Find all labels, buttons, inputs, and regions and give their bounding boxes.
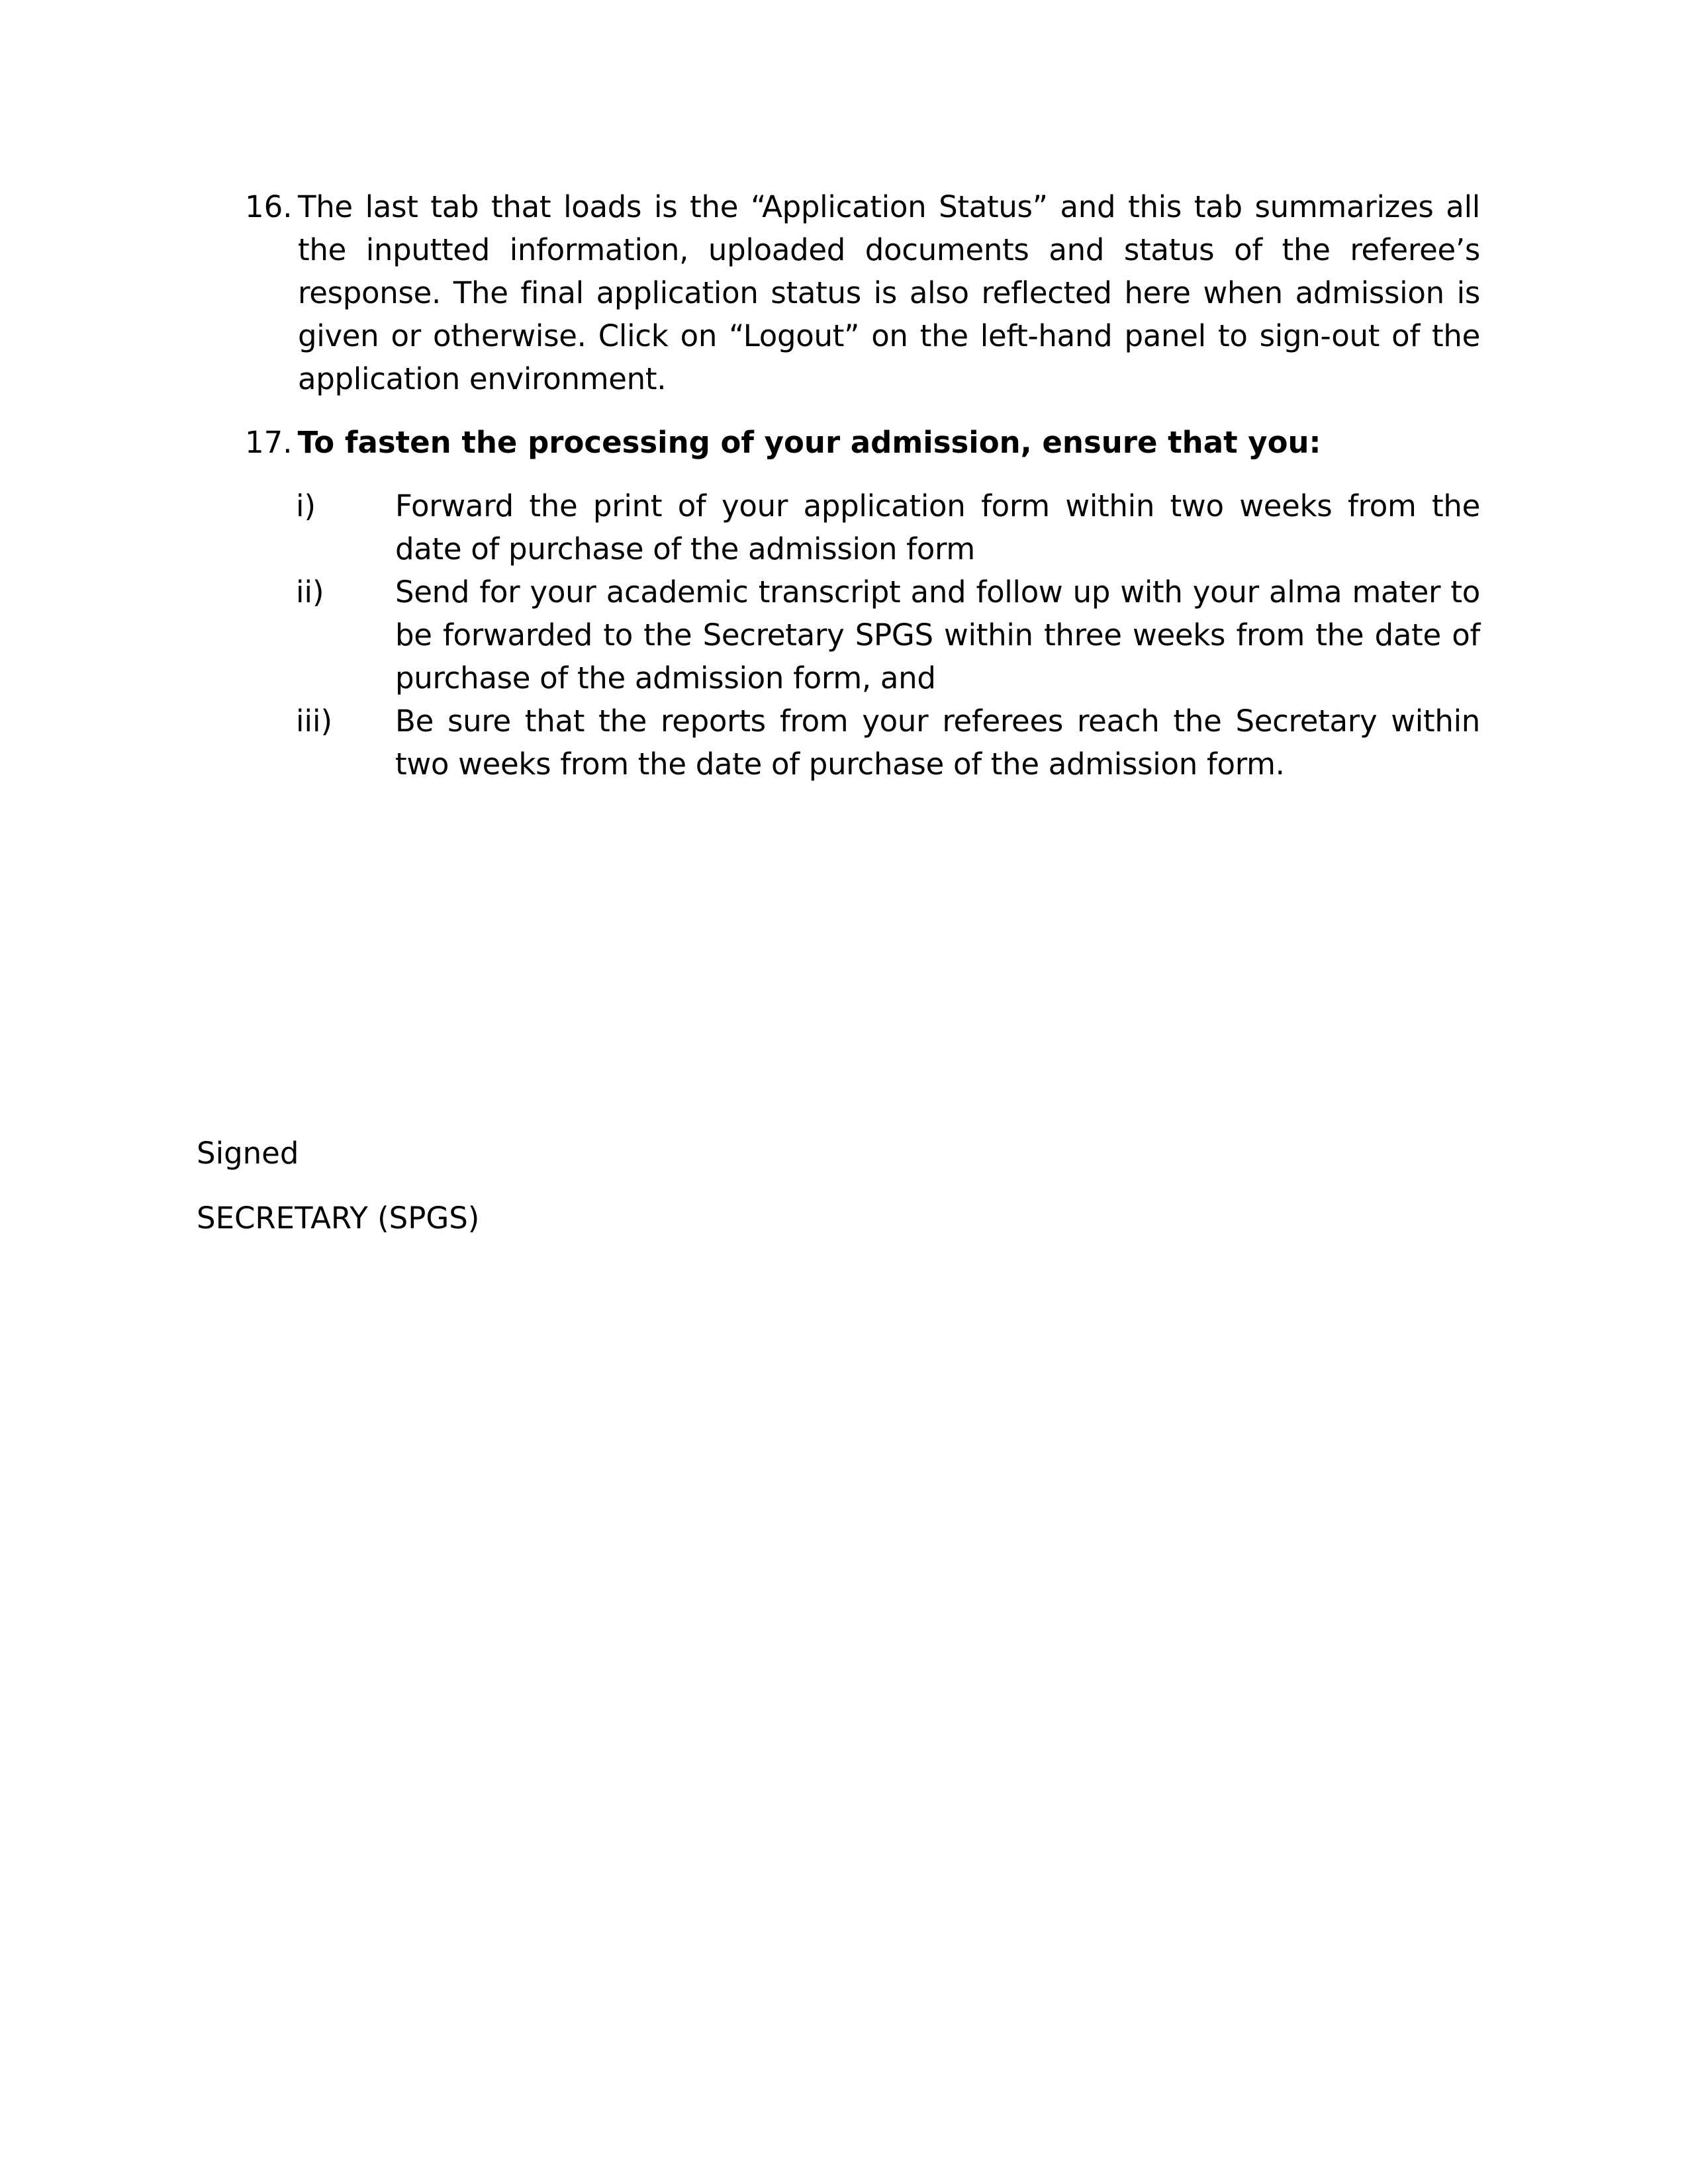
sub-list-text: Send for your academic transcript and follow up with your alma mater to be forwarded to the Secretary SPGS within three weeks from the date of purchase of the admission form, and <box>395 574 1480 696</box>
list-item-17 <box>245 421 1480 464</box>
signed-label: Signed <box>197 1136 299 1171</box>
list-number: 16. <box>245 189 293 224</box>
sub-list-text: Be sure that the reports from your referees reach the Secretary within two weeks from the date of purchase of the admission form. <box>395 704 1480 782</box>
sub-list-item <box>296 700 1480 786</box>
list-item-16 <box>245 185 1480 400</box>
sub-list-marker: ii) <box>296 574 324 610</box>
sub-list <box>296 484 1480 786</box>
sub-list-marker: iii) <box>296 704 333 739</box>
sub-list-item <box>296 570 1480 700</box>
list-item-text: The last tab that loads is the “Application Status” and this tab summarizes all the inputted information, uploaded documents and status of the referee’s response. The final application status is also reflected here when admission is given or otherwise. Click on “Logout” on the left-hand panel to sign-out of the application environment. <box>298 189 1480 396</box>
list-item-heading: To fasten the processing of your admission, ensure that you: <box>297 425 1321 460</box>
sub-list-item <box>296 484 1480 570</box>
sub-list-text: Forward the print of your application form within two weeks from the date of purchase of the admission form <box>395 488 1480 567</box>
signatory-title: SECRETARY (SPGS) <box>197 1201 480 1236</box>
list-number: 17. <box>245 425 293 460</box>
sub-list-marker: i) <box>296 488 316 523</box>
